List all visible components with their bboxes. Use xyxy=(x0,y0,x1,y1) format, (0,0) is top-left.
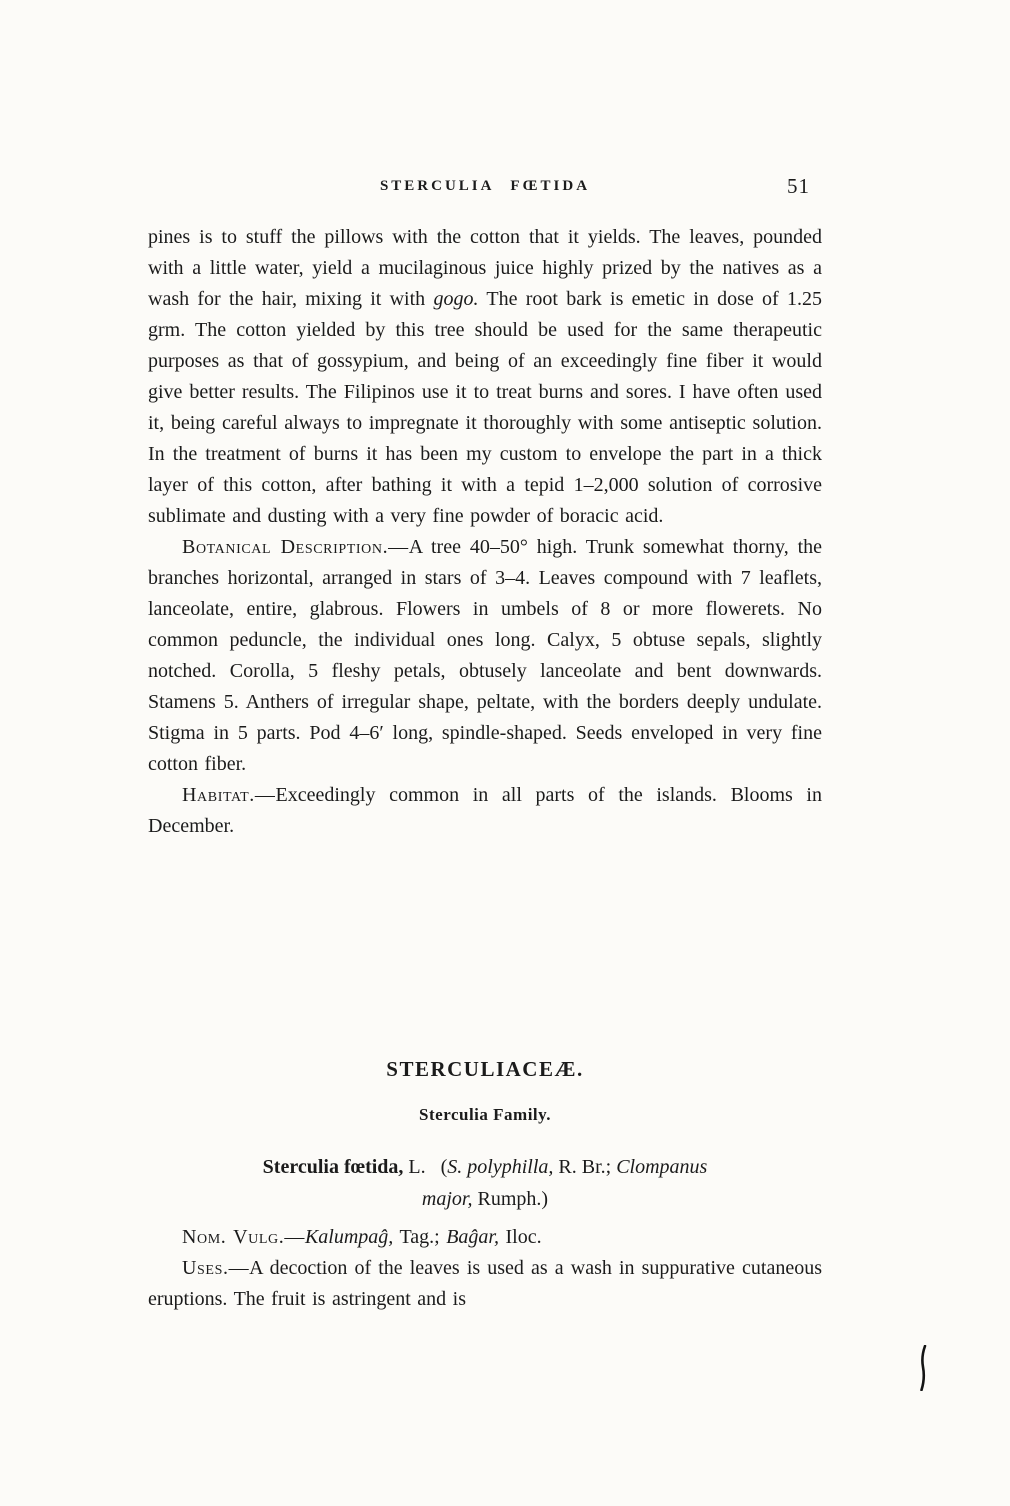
paragraph-text-segment: The root bark is emetic in dose of 1.25 grm. The cotton yielded by this tree should be used for the same therapeutic purposes as that of gossypium, and being of an exceedingly fine fiber it would give better results. The Filipinos use it to treat burns and sores. I have often used it, being careful always to impregnate it thoroughly with some antiseptic solution. In the treatment of burns it has been my custom to envelope the part in a thick layer of this cotton, after bathing it with a tepid 1–2,000 solution of corrosive sublimate and dusting with a very fine powder of boracic acid. xyxy=(148,288,822,527)
paragraph-nom-vulg xyxy=(148,1222,822,1253)
small-caps-lead-nom-vulg: Nom. Vulg.— xyxy=(182,1226,305,1248)
family-heading: STERCULIACEÆ. xyxy=(386,1057,584,1081)
paragraph-text-segment: Tag.; xyxy=(393,1226,447,1248)
sterculiaceae-section xyxy=(148,1054,822,1315)
page-header xyxy=(148,174,822,204)
vernacular-name-italic: Kalumpaĝ, xyxy=(304,1226,394,1248)
body-text-block xyxy=(148,222,822,842)
paragraph-text-segment: A tree 40–50° high. Trunk somewhat thorny, the branches horizontal, arranged in stars of 3–4. Leaves compound with 7 leaflets, lanceolate, entire, glabrous. Flowers in umbels of 8 or more flowerets. No common peduncle, the individual ones long. Calyx, 5 obtuse sepals, slightly notched. Corolla, 5 fleshy petals, obtusely lanceolate and bent downwards. Stamens 5. Anthers of irregular shape, peltate, with the borders deeply undulate. Stigma in 5 parts. Pod 4–6′ long, spindle-shaped. Seeds enveloped in very fine cotton fiber. xyxy=(148,536,823,775)
species-name-bold: Sterculia fœtida, xyxy=(262,1156,404,1178)
species-heading-line-1 xyxy=(148,1151,822,1183)
paragraph-text-segment: pines is to stuff the pillows with the cotton that it yields. The leaves, pounded with a little water, yield a mucilaginous juice highly prized by the natives as a wash for the hair, mixing it with xyxy=(148,226,822,310)
synonym-italic: S. polyphilla, xyxy=(447,1156,554,1178)
paragraph-botanical-description xyxy=(148,532,822,780)
italic-term-gogo: gogo. xyxy=(433,288,479,310)
paragraph-cotton-uses xyxy=(148,222,822,532)
page-number: 51 xyxy=(787,174,810,198)
paragraph-habitat xyxy=(148,780,822,842)
vernacular-name-italic: Baĝar, xyxy=(446,1226,500,1248)
paragraph-text-segment: Iloc. xyxy=(499,1226,542,1248)
paragraph-uses xyxy=(148,1253,822,1315)
ink-smudge-mark xyxy=(916,1345,932,1391)
synonym-author: Rumph.) xyxy=(472,1188,549,1210)
species-heading-line-2 xyxy=(148,1183,822,1215)
synonym-italic: Clompanus xyxy=(616,1156,708,1178)
small-caps-lead-habitat: Habitat.— xyxy=(182,784,276,806)
synonym-author: R. Br.; xyxy=(553,1156,617,1178)
running-header-title: STERCULIA FŒTIDA xyxy=(379,178,591,194)
paragraph-text-segment: Exceedingly common in all parts of the islands. Blooms in December. xyxy=(148,784,822,837)
small-caps-lead-uses: Uses.— xyxy=(182,1257,250,1279)
paragraph-text-segment: A decoction of the leaves is used as a wash in suppurative cutaneous eruptions. The fruit is astringent and is xyxy=(148,1257,822,1310)
species-author: L. ( xyxy=(403,1156,448,1178)
family-subheading: Sterculia Family. xyxy=(419,1105,551,1124)
small-caps-lead-botanical-description: Botanical Description.— xyxy=(182,536,409,558)
species-heading xyxy=(148,1151,822,1215)
synonym-italic: major, xyxy=(421,1188,473,1210)
